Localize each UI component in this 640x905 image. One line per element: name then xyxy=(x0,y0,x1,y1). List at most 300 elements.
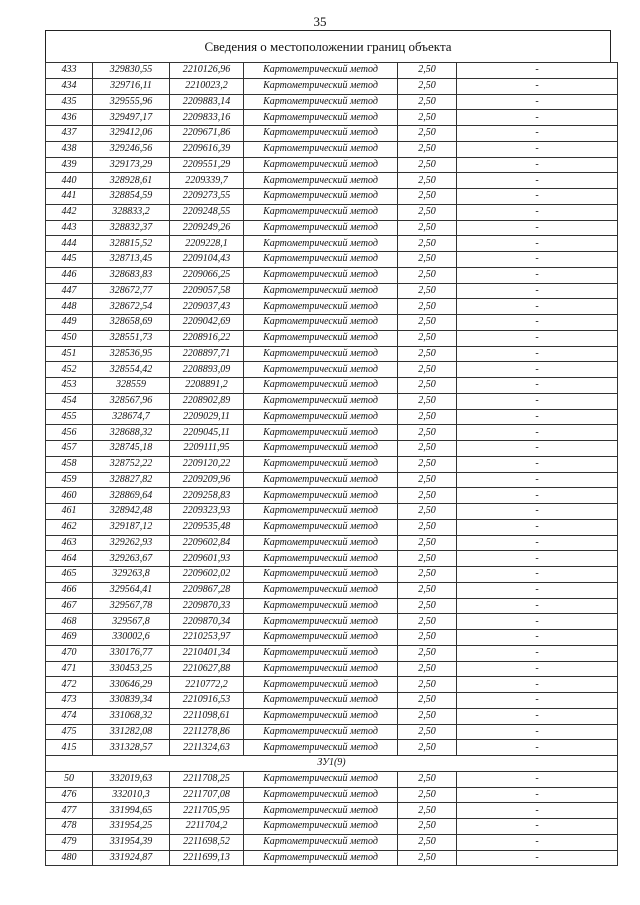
x-coordinate-cell: 329173,29 xyxy=(93,157,170,173)
y-coordinate-cell: 2211278,86 xyxy=(170,724,244,740)
table-row xyxy=(46,771,618,787)
y-coordinate-cell: 2210126,96 xyxy=(170,63,244,79)
note-cell: - xyxy=(457,236,618,252)
accuracy-cell: 2,50 xyxy=(398,771,457,787)
table-row xyxy=(46,708,618,724)
x-coordinate-cell: 328713,45 xyxy=(93,252,170,268)
accuracy-cell: 2,50 xyxy=(398,456,457,472)
accuracy-cell: 2,50 xyxy=(398,346,457,362)
accuracy-cell: 2,50 xyxy=(398,157,457,173)
y-coordinate-cell: 2211705,95 xyxy=(170,803,244,819)
y-coordinate-cell: 2209870,34 xyxy=(170,614,244,630)
accuracy-cell: 2,50 xyxy=(398,582,457,598)
method-cell: Картометрический метод xyxy=(244,283,398,299)
method-cell: Картометрический метод xyxy=(244,157,398,173)
table-row xyxy=(46,299,618,315)
y-coordinate-cell: 2209601,93 xyxy=(170,551,244,567)
accuracy-cell: 2,50 xyxy=(398,299,457,315)
accuracy-cell: 2,50 xyxy=(398,236,457,252)
x-coordinate-cell: 331994,65 xyxy=(93,803,170,819)
accuracy-cell: 2,50 xyxy=(398,441,457,457)
y-coordinate-cell: 2211698,52 xyxy=(170,834,244,850)
point-number-cell: 436 xyxy=(46,110,93,126)
table-row xyxy=(46,425,618,441)
point-number-cell: 447 xyxy=(46,283,93,299)
point-number-cell: 433 xyxy=(46,63,93,79)
x-coordinate-cell: 328672,54 xyxy=(93,299,170,315)
accuracy-cell: 2,50 xyxy=(398,472,457,488)
note-cell: - xyxy=(457,724,618,740)
note-cell: - xyxy=(457,708,618,724)
note-cell: - xyxy=(457,315,618,331)
method-cell: Картометрический метод xyxy=(244,771,398,787)
method-cell: Картометрический метод xyxy=(244,567,398,583)
note-cell: - xyxy=(457,472,618,488)
x-coordinate-cell: 331954,25 xyxy=(93,819,170,835)
table-row xyxy=(46,236,618,252)
point-number-cell: 456 xyxy=(46,425,93,441)
x-coordinate-cell: 328752,22 xyxy=(93,456,170,472)
note-cell: - xyxy=(457,378,618,394)
method-cell: Картометрический метод xyxy=(244,614,398,630)
point-number-cell: 437 xyxy=(46,126,93,142)
method-cell: Картометрический метод xyxy=(244,834,398,850)
accuracy-cell: 2,50 xyxy=(398,330,457,346)
method-cell: Картометрический метод xyxy=(244,472,398,488)
x-coordinate-cell: 329567,78 xyxy=(93,598,170,614)
x-coordinate-cell: 328674,7 xyxy=(93,409,170,425)
note-cell: - xyxy=(457,409,618,425)
page-number: 35 xyxy=(313,14,327,29)
x-coordinate-cell: 331328,57 xyxy=(93,740,170,756)
y-coordinate-cell: 2209602,02 xyxy=(170,567,244,583)
note-cell: - xyxy=(457,598,618,614)
table-row xyxy=(46,94,618,110)
method-cell: Картометрический метод xyxy=(244,645,398,661)
accuracy-cell: 2,50 xyxy=(398,677,457,693)
x-coordinate-cell: 329716,11 xyxy=(93,78,170,94)
point-number-cell: 50 xyxy=(46,771,93,787)
table-row xyxy=(46,78,618,94)
table-row xyxy=(46,630,618,646)
accuracy-cell: 2,50 xyxy=(398,220,457,236)
point-number-cell: 467 xyxy=(46,598,93,614)
table-row xyxy=(46,252,618,268)
method-cell: Картометрический метод xyxy=(244,236,398,252)
note-cell: - xyxy=(457,834,618,850)
note-cell: - xyxy=(457,110,618,126)
method-cell: Картометрический метод xyxy=(244,488,398,504)
accuracy-cell: 2,50 xyxy=(398,834,457,850)
point-number-cell: 438 xyxy=(46,141,93,157)
x-coordinate-cell: 329555,96 xyxy=(93,94,170,110)
accuracy-cell: 2,50 xyxy=(398,614,457,630)
y-coordinate-cell: 2209616,39 xyxy=(170,141,244,157)
note-cell: - xyxy=(457,283,618,299)
point-number-cell: 452 xyxy=(46,362,93,378)
method-cell: Картометрический метод xyxy=(244,267,398,283)
note-cell: - xyxy=(457,157,618,173)
x-coordinate-cell: 331282,08 xyxy=(93,724,170,740)
table-row xyxy=(46,283,618,299)
note-cell: - xyxy=(457,441,618,457)
table-row xyxy=(46,456,618,472)
y-coordinate-cell: 2211324,63 xyxy=(170,740,244,756)
table-row xyxy=(46,315,618,331)
method-cell: Картометрический метод xyxy=(244,519,398,535)
table-row xyxy=(46,582,618,598)
table-header-title: Сведения о местоположении границ объекта xyxy=(45,30,611,62)
x-coordinate-cell: 328683,83 xyxy=(93,267,170,283)
table-row xyxy=(46,551,618,567)
note-cell: - xyxy=(457,189,618,205)
point-number-cell: 461 xyxy=(46,504,93,520)
method-cell: Картометрический метод xyxy=(244,425,398,441)
x-coordinate-cell: 328928,61 xyxy=(93,173,170,189)
point-number-cell: 443 xyxy=(46,220,93,236)
coordinates-table-body xyxy=(46,63,618,866)
note-cell: - xyxy=(457,220,618,236)
note-cell: - xyxy=(457,630,618,646)
x-coordinate-cell: 331924,87 xyxy=(93,850,170,866)
y-coordinate-cell: 2209602,84 xyxy=(170,535,244,551)
x-coordinate-cell: 329187,12 xyxy=(93,519,170,535)
x-coordinate-cell: 328536,95 xyxy=(93,346,170,362)
note-cell: - xyxy=(457,582,618,598)
table-row xyxy=(46,488,618,504)
point-number-cell: 469 xyxy=(46,630,93,646)
point-number-cell: 462 xyxy=(46,519,93,535)
x-coordinate-cell: 331068,32 xyxy=(93,708,170,724)
x-coordinate-cell: 329262,93 xyxy=(93,535,170,551)
method-cell: Картометрический метод xyxy=(244,252,398,268)
method-cell: Картометрический метод xyxy=(244,456,398,472)
table-row xyxy=(46,173,618,189)
accuracy-cell: 2,50 xyxy=(398,362,457,378)
y-coordinate-cell: 2209323,93 xyxy=(170,504,244,520)
x-coordinate-cell: 328827,82 xyxy=(93,472,170,488)
point-number-cell: 460 xyxy=(46,488,93,504)
note-cell: - xyxy=(457,299,618,315)
note-cell: - xyxy=(457,850,618,866)
accuracy-cell: 2,50 xyxy=(398,645,457,661)
x-coordinate-cell: 332010,3 xyxy=(93,787,170,803)
y-coordinate-cell: 2209273,55 xyxy=(170,189,244,205)
note-cell: - xyxy=(457,661,618,677)
method-cell: Картометрический метод xyxy=(244,803,398,819)
method-cell: Картометрический метод xyxy=(244,661,398,677)
method-cell: Картометрический метод xyxy=(244,693,398,709)
point-number-cell: 453 xyxy=(46,378,93,394)
accuracy-cell: 2,50 xyxy=(398,551,457,567)
point-number-cell: 435 xyxy=(46,94,93,110)
table-row xyxy=(46,787,618,803)
point-number-cell: 458 xyxy=(46,456,93,472)
note-cell: - xyxy=(457,425,618,441)
y-coordinate-cell: 2211699,13 xyxy=(170,850,244,866)
x-coordinate-cell: 329263,67 xyxy=(93,551,170,567)
y-coordinate-cell: 2210023,2 xyxy=(170,78,244,94)
table-row xyxy=(46,803,618,819)
point-number-cell: 445 xyxy=(46,252,93,268)
x-coordinate-cell: 329830,55 xyxy=(93,63,170,79)
point-number-cell: 464 xyxy=(46,551,93,567)
table-row xyxy=(46,110,618,126)
method-cell: Картометрический метод xyxy=(244,393,398,409)
method-cell: Картометрический метод xyxy=(244,220,398,236)
table-row xyxy=(46,472,618,488)
x-coordinate-cell: 330839,34 xyxy=(93,693,170,709)
accuracy-cell: 2,50 xyxy=(398,724,457,740)
x-coordinate-cell: 328745,18 xyxy=(93,441,170,457)
note-cell: - xyxy=(457,551,618,567)
accuracy-cell: 2,50 xyxy=(398,409,457,425)
method-cell: Картометрический метод xyxy=(244,78,398,94)
coordinates-table xyxy=(45,62,618,866)
note-cell: - xyxy=(457,535,618,551)
method-cell: Картометрический метод xyxy=(244,787,398,803)
note-cell: - xyxy=(457,645,618,661)
y-coordinate-cell: 2210253,97 xyxy=(170,630,244,646)
table-row xyxy=(46,189,618,205)
point-number-cell: 466 xyxy=(46,582,93,598)
accuracy-cell: 2,50 xyxy=(398,708,457,724)
accuracy-cell: 2,50 xyxy=(398,267,457,283)
accuracy-cell: 2,50 xyxy=(398,173,457,189)
note-cell: - xyxy=(457,63,618,79)
note-cell: - xyxy=(457,330,618,346)
table-row xyxy=(46,378,618,394)
point-number-cell: 415 xyxy=(46,740,93,756)
y-coordinate-cell: 2209209,96 xyxy=(170,472,244,488)
table-row xyxy=(46,330,618,346)
accuracy-cell: 2,50 xyxy=(398,567,457,583)
point-number-cell: 439 xyxy=(46,157,93,173)
x-coordinate-cell: 328567,96 xyxy=(93,393,170,409)
table-row xyxy=(46,677,618,693)
note-cell: - xyxy=(457,78,618,94)
method-cell: Картометрический метод xyxy=(244,535,398,551)
point-number-cell: 476 xyxy=(46,787,93,803)
table-row xyxy=(46,614,618,630)
accuracy-cell: 2,50 xyxy=(398,819,457,835)
method-cell: Картометрический метод xyxy=(244,94,398,110)
table-row xyxy=(46,267,618,283)
y-coordinate-cell: 2208891,2 xyxy=(170,378,244,394)
y-coordinate-cell: 2209833,16 xyxy=(170,110,244,126)
point-number-cell: 441 xyxy=(46,189,93,205)
point-number-cell: 459 xyxy=(46,472,93,488)
x-coordinate-cell: 328688,32 xyxy=(93,425,170,441)
note-cell: - xyxy=(457,393,618,409)
y-coordinate-cell: 2210916,53 xyxy=(170,693,244,709)
y-coordinate-cell: 2209551,29 xyxy=(170,157,244,173)
section-label: ЗУ1(9) xyxy=(46,756,618,772)
note-cell: - xyxy=(457,819,618,835)
table-row xyxy=(46,661,618,677)
note-cell: - xyxy=(457,787,618,803)
accuracy-cell: 2,50 xyxy=(398,252,457,268)
note-cell: - xyxy=(457,693,618,709)
x-coordinate-cell: 329567,8 xyxy=(93,614,170,630)
x-coordinate-cell: 329412,06 xyxy=(93,126,170,142)
method-cell: Картометрический метод xyxy=(244,409,398,425)
y-coordinate-cell: 2211707,08 xyxy=(170,787,244,803)
note-cell: - xyxy=(457,456,618,472)
y-coordinate-cell: 2209057,58 xyxy=(170,283,244,299)
point-number-cell: 463 xyxy=(46,535,93,551)
accuracy-cell: 2,50 xyxy=(398,204,457,220)
y-coordinate-cell: 2211098,61 xyxy=(170,708,244,724)
y-coordinate-cell: 2208893,09 xyxy=(170,362,244,378)
method-cell: Картометрический метод xyxy=(244,819,398,835)
y-coordinate-cell: 2209248,55 xyxy=(170,204,244,220)
accuracy-cell: 2,50 xyxy=(398,535,457,551)
table-row xyxy=(46,63,618,79)
accuracy-cell: 2,50 xyxy=(398,393,457,409)
point-number-cell: 480 xyxy=(46,850,93,866)
y-coordinate-cell: 2209258,83 xyxy=(170,488,244,504)
accuracy-cell: 2,50 xyxy=(398,693,457,709)
section-row xyxy=(46,756,618,772)
accuracy-cell: 2,50 xyxy=(398,189,457,205)
method-cell: Картометрический метод xyxy=(244,504,398,520)
x-coordinate-cell: 328815,52 xyxy=(93,236,170,252)
point-number-cell: 477 xyxy=(46,803,93,819)
accuracy-cell: 2,50 xyxy=(398,283,457,299)
table-row xyxy=(46,645,618,661)
y-coordinate-cell: 2209671,86 xyxy=(170,126,244,142)
method-cell: Картометрический метод xyxy=(244,126,398,142)
method-cell: Картометрический метод xyxy=(244,598,398,614)
method-cell: Картометрический метод xyxy=(244,362,398,378)
method-cell: Картометрический метод xyxy=(244,740,398,756)
x-coordinate-cell: 329263,8 xyxy=(93,567,170,583)
point-number-cell: 457 xyxy=(46,441,93,457)
y-coordinate-cell: 2209037,43 xyxy=(170,299,244,315)
method-cell: Картометрический метод xyxy=(244,110,398,126)
method-cell: Картометрический метод xyxy=(244,346,398,362)
x-coordinate-cell: 328551,73 xyxy=(93,330,170,346)
y-coordinate-cell: 2209104,43 xyxy=(170,252,244,268)
method-cell: Картометрический метод xyxy=(244,378,398,394)
method-cell: Картометрический метод xyxy=(244,724,398,740)
note-cell: - xyxy=(457,677,618,693)
x-coordinate-cell: 328942,48 xyxy=(93,504,170,520)
coordinates-sheet xyxy=(45,30,611,866)
y-coordinate-cell: 2209066,25 xyxy=(170,267,244,283)
table-row xyxy=(46,157,618,173)
method-cell: Картометрический метод xyxy=(244,141,398,157)
accuracy-cell: 2,50 xyxy=(398,630,457,646)
table-row xyxy=(46,204,618,220)
x-coordinate-cell: 331954,39 xyxy=(93,834,170,850)
x-coordinate-cell: 328869,64 xyxy=(93,488,170,504)
point-number-cell: 474 xyxy=(46,708,93,724)
note-cell: - xyxy=(457,504,618,520)
method-cell: Картометрический метод xyxy=(244,551,398,567)
y-coordinate-cell: 2209883,14 xyxy=(170,94,244,110)
x-coordinate-cell: 328833,2 xyxy=(93,204,170,220)
x-coordinate-cell: 329497,17 xyxy=(93,110,170,126)
accuracy-cell: 2,50 xyxy=(398,315,457,331)
note-cell: - xyxy=(457,519,618,535)
point-number-cell: 473 xyxy=(46,693,93,709)
method-cell: Картометрический метод xyxy=(244,708,398,724)
x-coordinate-cell: 328658,69 xyxy=(93,315,170,331)
y-coordinate-cell: 2209120,22 xyxy=(170,456,244,472)
accuracy-cell: 2,50 xyxy=(398,850,457,866)
accuracy-cell: 2,50 xyxy=(398,78,457,94)
accuracy-cell: 2,50 xyxy=(398,598,457,614)
y-coordinate-cell: 2209249,26 xyxy=(170,220,244,236)
y-coordinate-cell: 2211704,2 xyxy=(170,819,244,835)
y-coordinate-cell: 2211708,25 xyxy=(170,771,244,787)
table-row xyxy=(46,346,618,362)
point-number-cell: 454 xyxy=(46,393,93,409)
note-cell: - xyxy=(457,488,618,504)
x-coordinate-cell: 330453,25 xyxy=(93,661,170,677)
method-cell: Картометрический метод xyxy=(244,677,398,693)
point-number-cell: 446 xyxy=(46,267,93,283)
y-coordinate-cell: 2210772,2 xyxy=(170,677,244,693)
x-coordinate-cell: 329246,56 xyxy=(93,141,170,157)
note-cell: - xyxy=(457,204,618,220)
method-cell: Картометрический метод xyxy=(244,850,398,866)
method-cell: Картометрический метод xyxy=(244,630,398,646)
y-coordinate-cell: 2209228,1 xyxy=(170,236,244,252)
note-cell: - xyxy=(457,740,618,756)
note-cell: - xyxy=(457,346,618,362)
y-coordinate-cell: 2209111,95 xyxy=(170,441,244,457)
note-cell: - xyxy=(457,614,618,630)
table-row xyxy=(46,362,618,378)
y-coordinate-cell: 2209870,33 xyxy=(170,598,244,614)
table-row xyxy=(46,724,618,740)
table-row xyxy=(46,126,618,142)
table-row xyxy=(46,519,618,535)
method-cell: Картометрический метод xyxy=(244,330,398,346)
table-row xyxy=(46,819,618,835)
x-coordinate-cell: 328854,59 xyxy=(93,189,170,205)
x-coordinate-cell: 329564,41 xyxy=(93,582,170,598)
y-coordinate-cell: 2209339,7 xyxy=(170,173,244,189)
note-cell: - xyxy=(457,173,618,189)
note-cell: - xyxy=(457,141,618,157)
accuracy-cell: 2,50 xyxy=(398,110,457,126)
y-coordinate-cell: 2210627,88 xyxy=(170,661,244,677)
note-cell: - xyxy=(457,252,618,268)
method-cell: Картометрический метод xyxy=(244,173,398,189)
accuracy-cell: 2,50 xyxy=(398,488,457,504)
method-cell: Картометрический метод xyxy=(244,63,398,79)
accuracy-cell: 2,50 xyxy=(398,504,457,520)
method-cell: Картометрический метод xyxy=(244,441,398,457)
y-coordinate-cell: 2209029,11 xyxy=(170,409,244,425)
point-number-cell: 444 xyxy=(46,236,93,252)
accuracy-cell: 2,50 xyxy=(398,94,457,110)
x-coordinate-cell: 330176,77 xyxy=(93,645,170,661)
point-number-cell: 465 xyxy=(46,567,93,583)
table-row xyxy=(46,850,618,866)
note-cell: - xyxy=(457,567,618,583)
y-coordinate-cell: 2208897,71 xyxy=(170,346,244,362)
note-cell: - xyxy=(457,803,618,819)
table-row xyxy=(46,740,618,756)
point-number-cell: 471 xyxy=(46,661,93,677)
y-coordinate-cell: 2208916,22 xyxy=(170,330,244,346)
x-coordinate-cell: 330002,6 xyxy=(93,630,170,646)
